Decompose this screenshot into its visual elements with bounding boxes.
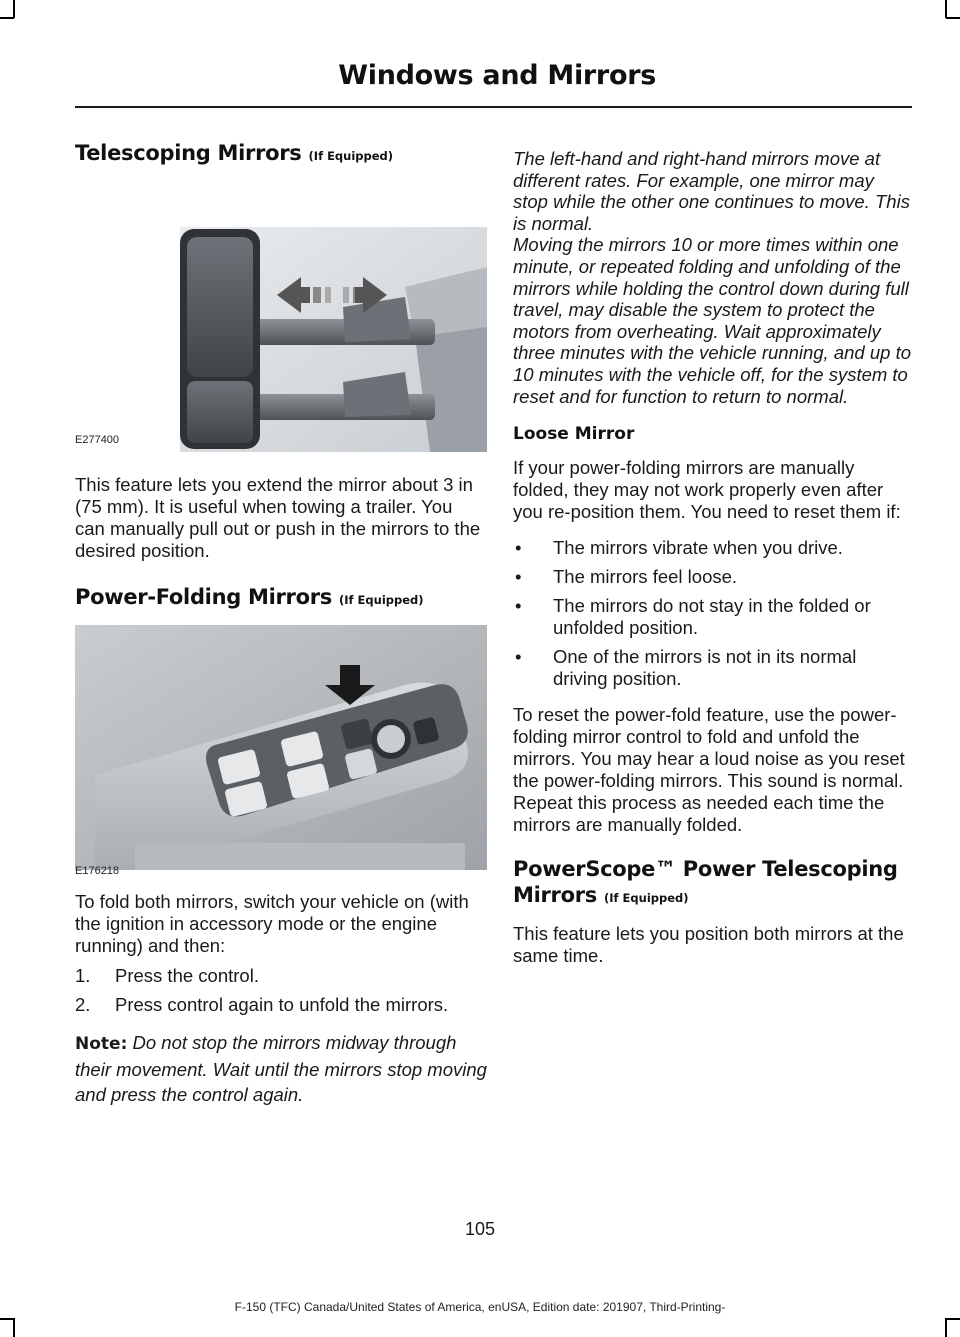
list-item [513, 537, 913, 559]
crop-mark [945, 0, 947, 18]
step-text: Press the control. [115, 965, 259, 986]
list-item [75, 994, 487, 1016]
bullet-text: One of the mirrors is not in its normal driving position. [553, 646, 857, 690]
overheating-notice: Moving the mirrors 10 or more times within one minute, or repeated folding and unfolding of the mirrors while holding the control down during full travel, may disable the system to protect the motors from overheating. Wait approximately three minutes with the vehicle running, and up to 10 minutes with the vehicle off, for the system to reset and for function to return to normal. [513, 234, 911, 407]
telescoping-mirror-illustration [75, 167, 487, 452]
page-number: 105 [464, 1219, 496, 1239]
power-folding-mirrors-heading [75, 584, 487, 613]
powerscope-heading [513, 856, 913, 911]
right-column [513, 148, 913, 981]
if-equipped-tag: (If Equipped) [604, 891, 689, 906]
bullet-mark: • [515, 595, 522, 617]
list-item [75, 965, 487, 987]
if-equipped-tag: (If Equipped) [308, 149, 394, 163]
crop-mark [945, 1318, 947, 1337]
crop-mark [0, 1318, 14, 1320]
reset-instructions: To reset the power-fold feature, use the power-folding mirror control to fold and unfold the mirrors. You may hear a loud noise as you reset the power-folding mirrors. This sound is normal. Repeat this process as needed each time the mirrors are manually folded. [513, 704, 905, 836]
crop-mark [13, 0, 15, 18]
step-text: Press control again to unfold the mirrors. [115, 994, 449, 1015]
crop-mark [946, 17, 960, 19]
bullet-text: The mirrors feel loose. [553, 566, 738, 588]
crop-mark [946, 1318, 960, 1320]
note-paragraph [75, 1030, 487, 1107]
bullet-mark: • [515, 537, 522, 559]
left-column [75, 140, 487, 1121]
list-item [513, 566, 913, 588]
bullet-text: The mirrors do not stay in the folded or unfolded position. [553, 595, 871, 639]
figure-code: E277400 [75, 434, 120, 446]
page-header-title: Windows and Mirrors [338, 60, 656, 91]
loose-mirror-heading: Loose Mirror [513, 424, 635, 445]
crop-mark [13, 1318, 15, 1337]
loose-mirror-conditions [513, 537, 913, 690]
step-number: 2. [75, 994, 91, 1015]
telescoping-description: This feature lets you extend the mirror about 3 in (75 mm). It is useful when towing a trailer. You can manually pull out or push in the mirrors to the desired position. [75, 474, 481, 561]
loose-mirror-intro: If your power-folding mirrors are manually folded, they may not work properly even after you re-position them. You need to reset them if: [513, 457, 901, 523]
note-text: Do not stop the mirrors midway through their movement. Wait until the mirrors stop moving and press the control again. [75, 1032, 487, 1105]
mirror-rate-notice: The left-hand and right-hand mirrors move at different rates. For example, one mirror may stop while the other one continues to move. This is normal. [513, 148, 910, 234]
crop-mark [0, 17, 14, 19]
list-item [513, 646, 913, 690]
telescoping-mirror-drawing [75, 167, 487, 452]
bullet-mark: • [515, 646, 522, 668]
heading-text: Telescoping Mirrors [75, 141, 302, 165]
list-item [513, 595, 913, 639]
heading-text: PowerScope™ Power Telescoping Mirrors [513, 857, 898, 908]
if-equipped-tag: (If Equipped) [339, 593, 424, 607]
step-number: 1. [75, 965, 91, 986]
telescoping-mirrors-heading [75, 140, 487, 169]
bullet-text: The mirrors vibrate when you drive. [553, 537, 843, 559]
powerscope-description: This feature lets you position both mirrors at the same time. [513, 923, 904, 967]
note-label: Note: [75, 1034, 128, 1054]
fold-steps-list [75, 965, 487, 1016]
figure-code: E176218 [75, 865, 120, 877]
header-rule [75, 106, 912, 108]
bullet-mark: • [515, 566, 522, 588]
heading-text: Power-Folding Mirrors [75, 585, 332, 609]
door-switch-panel-drawing [75, 625, 487, 877]
power-folding-control-illustration [75, 625, 487, 877]
page-footer: F-150 (TFC) Canada/United States of America, enUSA, Edition date: 201907, Third-Printing- [234, 1300, 726, 1314]
power-folding-intro: To fold both mirrors, switch your vehicle on (with the ignition in accessory mode or the engine running) and then: [75, 891, 469, 956]
